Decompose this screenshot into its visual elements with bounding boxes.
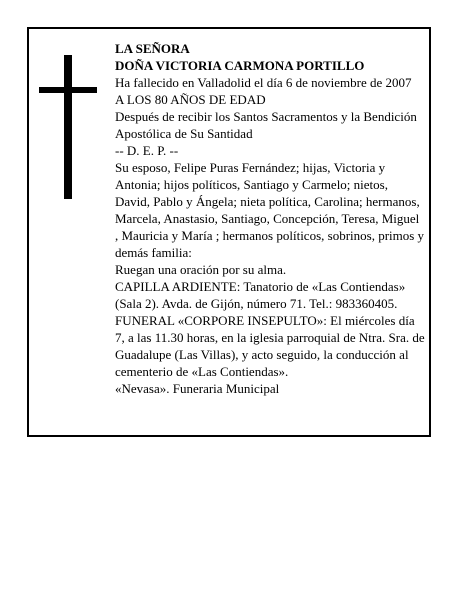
funeral-home: «Nevasa». Funeraria Municipal [115,381,280,396]
notice-heading: LA SEÑORA [115,41,190,56]
rip-line: -- D. E. P. -- [115,143,179,158]
death-statement: Ha fallecido en Valladolid el día 6 de noviembre de 2007 [115,75,412,90]
chapel-info: CAPILLA ARDIENTE: Tanatorio de «Las Contiendas» (Sala 2). Avda. de Gijón, número 71. Tel.: 983360405. [115,279,406,311]
funeral-info: FUNERAL «CORPORE INSEPULTO»: El miércoles día 7, a las 11.30 horas, en la iglesia parroquial de Ntra. Sra. de Guadalupe (Las Villas), y acto seguido, la conducción al cementerio de «Las Contiendas». [115,313,425,379]
latin-cross-icon [39,55,99,199]
cross-horizontal-bar [39,87,97,93]
deceased-name: DOÑA VICTORIA CARMONA PORTILLO [115,58,365,73]
prayer-request: Ruegan una oración por su alma. [115,262,287,277]
family-list: Su esposo, Felipe Puras Fernández; hijas, Victoria y Antonia; hijos políticos, Santiago y Carmelo; nietos, David, Pablo y Ángela; nieta política, Carolina; hermanos, Marcela, Anastasio, Santiago, Concepción, Teresa, Miguel , Mauricia y María ; hermanos políticos, sobrinos, primos y demás familia: [115,160,425,260]
age-statement: A LOS 80 AÑOS DE EDAD [115,92,266,107]
cross-vertical-bar [64,55,72,199]
obituary-notice [27,27,431,437]
sacraments-statement: Después de recibir los Santos Sacramentos y la Bendición Apostólica de Su Santidad [115,109,417,141]
notice-body [115,40,425,397]
